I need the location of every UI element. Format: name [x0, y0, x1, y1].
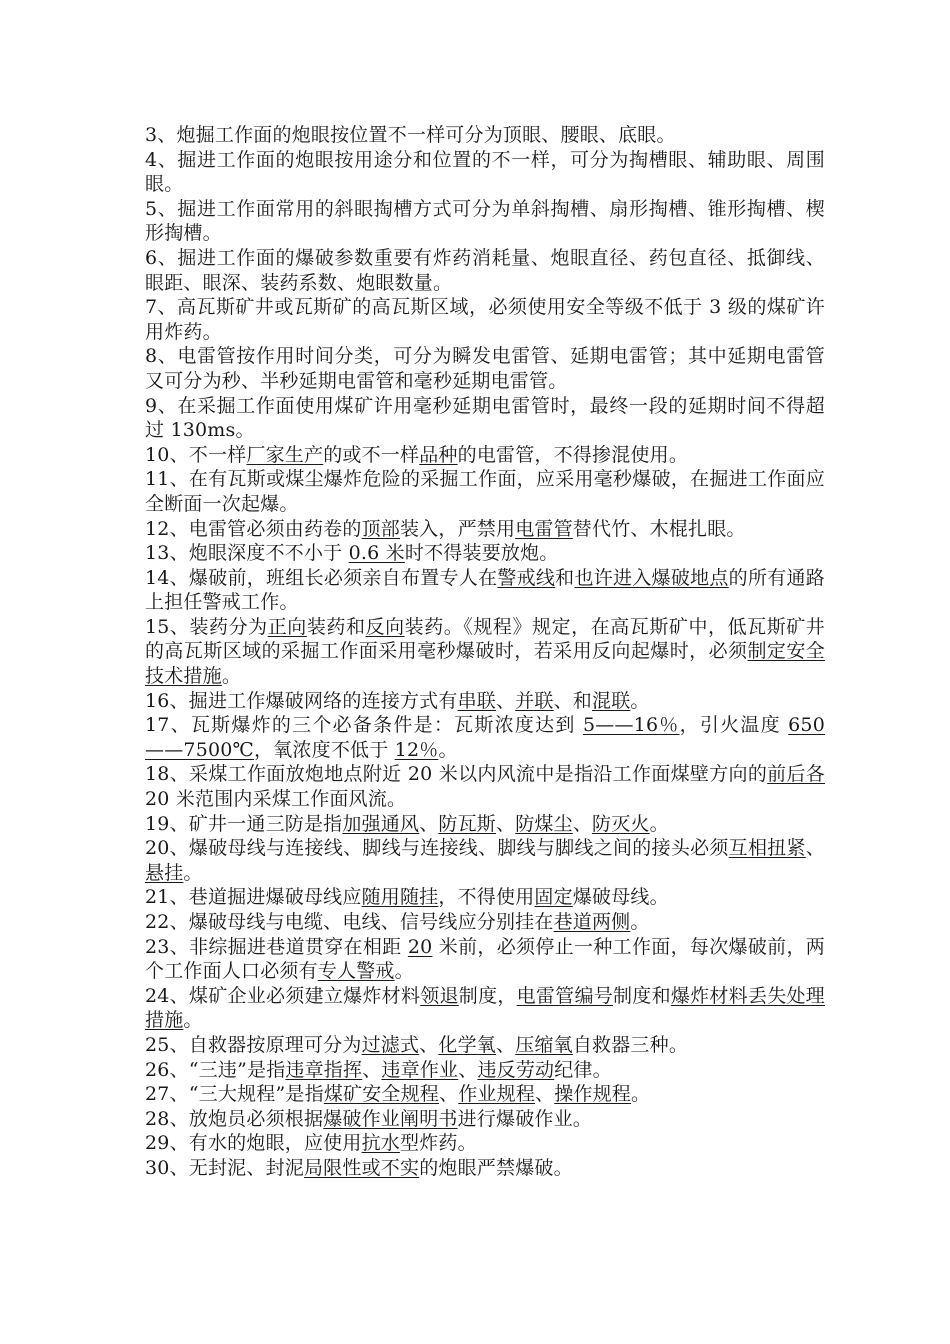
answer-blank: 20	[407, 935, 433, 958]
question-text: 19、矿井一通三防是指	[145, 812, 343, 835]
question-text: 22、爆破母线与电缆、电线、信号线应分别挂在	[145, 911, 554, 933]
question-text: 的或不一样	[323, 443, 420, 466]
question-text: 8、电雷管按作用时间分类，可分为瞬发电雷管、延期电雷管；其中延期电雷管又可分为秒、半秒延期电雷管和毫秒延期电雷管。	[145, 345, 825, 392]
answer-blank: 正向	[267, 615, 307, 638]
answer-blank: 也许进入爆破地点	[574, 566, 729, 589]
question-text: 。	[221, 665, 242, 688]
answer-blank: 违章指挥	[285, 1058, 363, 1081]
answer-blank: 巷道两侧	[553, 911, 631, 933]
question-text: 6、掘进工作面的爆破参数重要有炸药消耗量、炮眼直径、药包直径、抵御线、眼距、眼深、装药系数、炮眼数量。	[145, 246, 825, 294]
answer-blank: 互相扭紧	[728, 837, 806, 860]
question-text: 。	[630, 689, 650, 712]
question-text: 11、在有瓦斯或煤尘爆炸危险的采掘工作面，应采用毫秒爆破，在掘进工作面应全断面一次起爆。	[145, 468, 825, 515]
question-item-22	[145, 984, 825, 1033]
question-text: 12、电雷管必须由药卷的	[145, 517, 362, 540]
question-text: 时不得装要放炮。	[404, 542, 559, 565]
question-item-11	[145, 541, 825, 566]
question-text: 。	[630, 911, 650, 933]
question-text: 。	[183, 861, 203, 884]
question-text: 、	[805, 837, 825, 860]
answer-blank: 串联	[457, 689, 496, 712]
question-item-3	[145, 197, 825, 246]
question-item-14	[145, 689, 825, 714]
answer-blank: 违反劳动	[477, 1058, 555, 1081]
question-item-1	[145, 123, 825, 148]
question-text: 16、掘进工作爆破网络的连接方式有	[145, 689, 458, 712]
answer-blank: 防煤尘	[515, 812, 573, 835]
answer-blank: 厂家生产	[246, 443, 324, 466]
answer-blank: 防瓦斯	[438, 812, 497, 835]
question-text: 28、放炮员必须根据	[145, 1107, 324, 1130]
question-text: 30、无封泥、封泥	[145, 1156, 304, 1179]
question-item-21	[145, 935, 825, 984]
question-text: ，不得使用	[438, 886, 535, 909]
question-item-13	[145, 615, 825, 689]
question-text: 。	[183, 1009, 203, 1032]
answer-blank: 悬挂	[145, 861, 184, 884]
question-text: 、	[535, 1083, 555, 1106]
question-text: 自救器三种。	[572, 1033, 689, 1056]
question-text: 20 米范围内采煤工作面风流。	[145, 788, 407, 811]
answer-blank: 爆炸材料丢失处理措施	[145, 984, 825, 1032]
question-item-16	[145, 762, 825, 811]
question-text: 3、炮掘工作面的炮眼按位置不一样可分为顶眼、腰眼、底眼。	[145, 124, 676, 146]
question-item-9	[145, 467, 825, 516]
question-text: 15、装药分为	[145, 615, 268, 638]
question-text: 米前，必须停止一种工作面，每次爆破前，两个工作面人口必须有	[145, 935, 826, 983]
question-item-20	[145, 910, 825, 935]
question-text: 21、巷道掘进爆破母线应	[145, 886, 362, 909]
answer-blank: 反向	[365, 615, 405, 638]
answer-blank: 0.6 米	[348, 542, 405, 565]
question-item-27	[145, 1131, 825, 1156]
question-text: 。	[394, 960, 414, 983]
question-item-23	[145, 1033, 825, 1058]
question-text: 、	[439, 1083, 459, 1106]
question-text: 爆破母线。	[572, 886, 669, 909]
answer-blank: 12％	[394, 738, 439, 761]
answer-blank: 违章作业	[381, 1058, 459, 1081]
question-text: 。	[649, 812, 669, 835]
question-text: 替代竹、木棍扎眼。	[572, 517, 746, 540]
question-text: 10、不一样	[145, 443, 247, 466]
answer-blank: 制定安全技术措施	[145, 640, 825, 688]
question-text: 24、煤矿企业必须建立爆炸材料	[145, 984, 421, 1007]
answer-blank: 爆破作业阐明书	[323, 1107, 458, 1130]
question-text: 5、掘进工作面常用的斜眼掏槽方式可分为单斜掏槽、扇形掏槽、锥形掏槽、楔形掏槽。	[145, 197, 825, 245]
question-text: 的炮眼严禁爆破。	[419, 1156, 573, 1179]
answer-blank: 抗水	[361, 1132, 400, 1155]
answer-blank: 5——16％	[582, 714, 680, 737]
question-text: 的电雷管，不得掺混使用。	[457, 443, 689, 466]
question-text: 。	[631, 1083, 651, 1106]
question-text: 和	[555, 566, 575, 589]
answer-blank: 过滤式	[361, 1033, 420, 1056]
answer-blank: 加强通风	[342, 812, 420, 835]
answer-blank: 领退	[420, 984, 459, 1007]
question-item-25	[145, 1082, 825, 1107]
question-text: 、	[496, 1033, 516, 1056]
question-text: 、	[362, 1058, 382, 1081]
question-text: ，氧浓度不低于	[254, 738, 395, 761]
question-item-17	[145, 812, 825, 837]
question-text: ，引火温度	[679, 714, 789, 737]
answer-blank: 并联	[515, 689, 554, 712]
question-text: 7、高瓦斯矿井或瓦斯矿的高瓦斯区域，必须使用安全等级不低于 3 级的煤矿许用炸药。	[145, 296, 825, 343]
question-text: 的所有通路上担任警戒工作。	[145, 566, 825, 614]
answer-blank: 防灭火	[592, 812, 650, 835]
question-text: 装入，严禁用	[399, 517, 516, 540]
question-text: 型炸药。	[399, 1132, 477, 1155]
question-text: 23、非综掘进巷道贯穿在相距	[145, 935, 408, 958]
answer-blank: 电雷管编号	[516, 984, 614, 1007]
question-item-12	[145, 566, 825, 615]
question-text: 、	[458, 1058, 478, 1081]
question-item-19	[145, 885, 825, 910]
question-item-6	[145, 344, 825, 393]
question-text: 20、爆破母线与连接线、脚线与连接线、脚线与脚线之间的接头必须	[145, 837, 729, 860]
question-text: 纪律。	[554, 1058, 612, 1081]
question-item-26	[145, 1107, 825, 1132]
answer-blank: 固定	[534, 886, 573, 909]
question-text: 。	[438, 738, 458, 761]
question-text: 装药和	[306, 615, 366, 638]
question-item-8	[145, 443, 825, 468]
answer-blank: 局限性或不实	[303, 1156, 420, 1179]
answer-blank: 专人警戒	[317, 960, 395, 983]
answer-blank: 化学氧	[438, 1033, 496, 1056]
document-body	[145, 123, 825, 1181]
answer-blank: 品种	[419, 443, 458, 466]
answer-blank: 煤矿安全规程	[323, 1083, 440, 1106]
question-text: 制度，	[458, 984, 517, 1007]
question-item-2	[145, 148, 825, 197]
answer-blank: 操作规程	[554, 1083, 632, 1106]
question-text: 13、炮眼深度不不小于	[145, 542, 349, 565]
question-text: 25、自救器按原理可分为	[145, 1033, 362, 1056]
answer-blank: 警戒线	[497, 566, 556, 589]
question-item-7	[145, 394, 825, 443]
question-item-18	[145, 836, 825, 885]
question-item-4	[145, 246, 825, 295]
question-item-28	[145, 1156, 825, 1181]
question-text: 4、掘进工作面的炮眼按用途分和位置的不一样，可分为掏槽眼、辅助眼、周围眼。	[145, 148, 825, 196]
question-text: 9、在采掘工作面使用煤矿许用毫秒延期电雷管时，最终一段的延期时间不得超过 130ms。	[145, 394, 825, 442]
question-item-24	[145, 1058, 825, 1083]
question-text: 、	[495, 689, 516, 712]
question-text: 29、有水的炮眼，应使用	[145, 1132, 362, 1155]
answer-blank: 650——7500℃	[145, 714, 825, 761]
question-item-5	[145, 295, 825, 344]
answer-blank: 顶部	[361, 517, 400, 540]
answer-blank: 混联	[592, 689, 631, 712]
answer-blank: 电雷管	[515, 517, 573, 540]
question-text: 、和	[553, 689, 592, 712]
question-text: 18、采煤工作面放炮地点附近 20 米以内风流中是指沿工作面煤壁方向的	[145, 763, 768, 786]
question-text: 、	[419, 812, 439, 835]
question-text: 27、“三大规程”是指	[145, 1083, 324, 1106]
answer-blank: 随用随挂	[361, 886, 439, 909]
question-item-10	[145, 517, 825, 542]
question-text: 、	[496, 812, 516, 835]
question-text: 、	[572, 812, 593, 835]
question-text: 14、爆破前，班组长必须亲自布置专人在	[145, 566, 498, 589]
question-text: 、	[419, 1033, 439, 1056]
answer-blank: 压缩氧	[515, 1033, 573, 1056]
question-text: 制度和	[613, 984, 671, 1007]
question-text: 装药。《规程》规定，在高瓦斯矿中，低瓦斯矿井的高瓦斯区域的采掘工作面采用毫秒爆破时，若采用反向起爆时，必须	[145, 615, 826, 663]
question-text: 26、“三违”是指	[145, 1058, 286, 1081]
question-text: 进行爆破作业。	[457, 1107, 592, 1130]
answer-blank: 作业规程	[458, 1083, 536, 1106]
question-item-15	[145, 713, 825, 762]
question-text: 17、瓦斯爆炸的三个必备条件是：瓦斯浓度达到	[145, 714, 583, 737]
answer-blank: 前后各	[767, 763, 825, 786]
